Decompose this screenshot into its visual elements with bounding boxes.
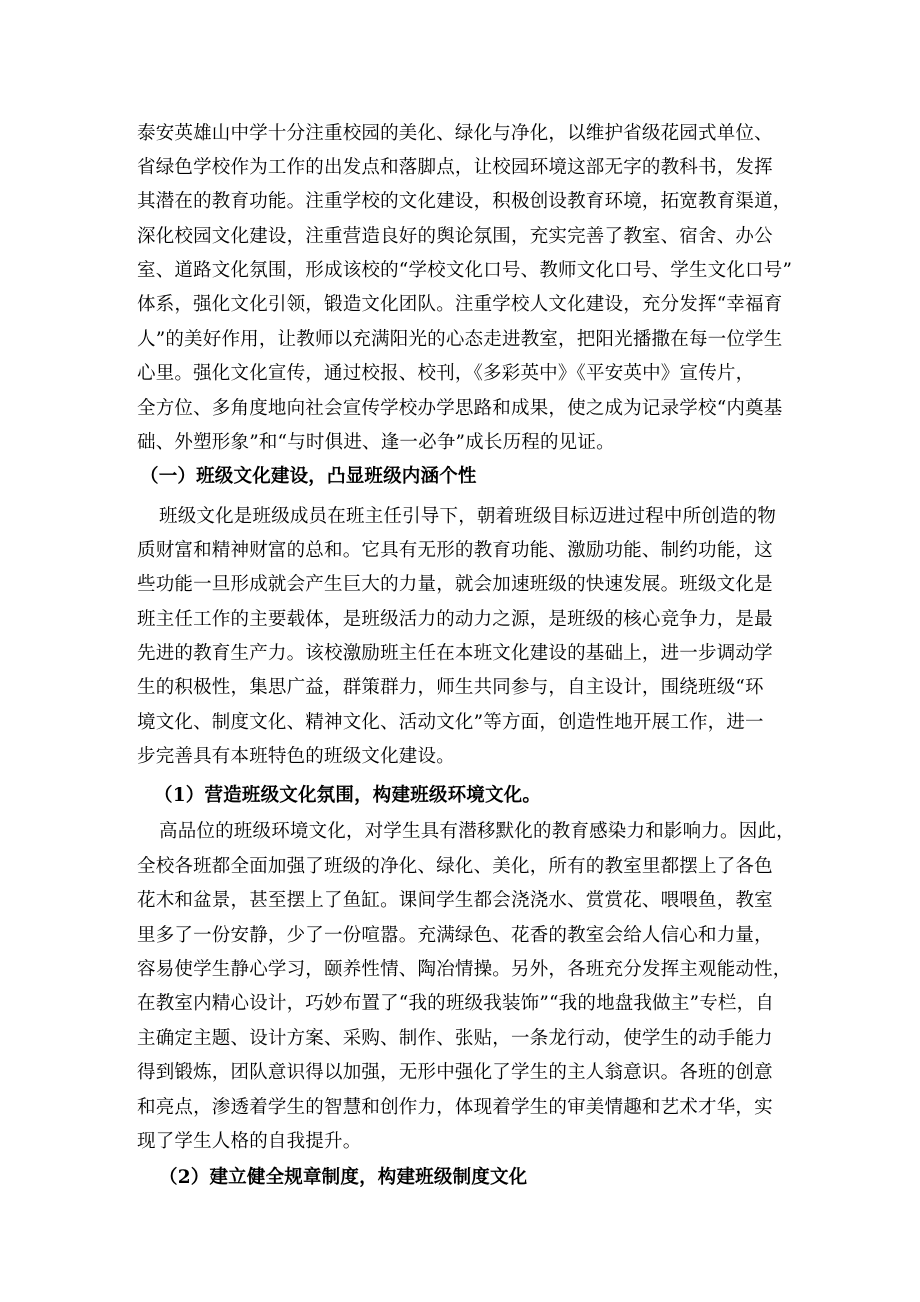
subsection-heading: （2）建立健全规章制度，构建班级制度文化 [159,1167,528,1188]
text-line: 班主任工作的主要载体，是班级活力的动力之源，是班级的核心竞争力，是最 [137,609,773,630]
text-line: 高品位的班级环境文化，对学生具有潜移默化的教育感染力和影响力。因此， [159,821,795,842]
text-line: 和亮点，渗透着学生的智慧和创作力，体现着学生的审美情趣和艺术才华，实 [137,1097,773,1118]
text-line: 主确定主题、设计方案、采购、制作、张贴，一条龙行动，使学生的动手能力 [137,1028,773,1049]
text-line: 里多了一份安静，少了一份喧嚣。充满绿色、花香的教室会给人信心和力量， [137,925,773,946]
text-line: 现了学生人格的自我提升。 [137,1131,362,1152]
text-line: 泰安英雄山中学十分注重校园的美化、绿化与净化，以维护省级花园式单位、 [137,123,773,144]
text-line: 全校各班都全面加强了班级的净化、绿化、美化，所有的教室里都摆上了各色 [137,856,773,877]
text-line: 班级文化是班级成员在班主任引导下，朝着班级目标迈进过程中所创造的物 [159,506,777,527]
text-line: 质财富和精神财富的总和。它具有无形的教育功能、激励功能、制约功能，这 [137,540,773,561]
text-line: 步完善具有本班特色的班级文化建设。 [137,746,455,767]
text-line: 心里。强化文化宣传，通过校报、校刊，《多彩英中》《平安英中》宣传片， [137,363,755,384]
text-line: 些功能一旦形成就会产生巨大的力量，就会加速班级的快速发展。班级文化是 [137,574,773,595]
text-line: 得到锻炼，团队意识得以加强，无形中强化了学生的主人翁意识。各班的创意 [137,1062,773,1083]
text-line: 全方位、多角度地向社会宣传学校办学思路和成果，使之成为记录学校“内奠基 [137,398,783,419]
text-line: 深化校园文化建设，注重营造良好的舆论氛围，充实完善了教室、宿舍、办公 [137,226,773,247]
text-line: 室、道路文化氛围，形成该校的“学校文化口号、教师文化口号、学生文化口号” [137,260,793,281]
text-line: 人”的美好作用，让教师以充满阳光的心态走进教室，把阳光播撒在每一位学生 [137,329,783,350]
text-line: 省绿色学校作为工作的出发点和落脚点，让校园环境这部无字的教科书，发挥 [137,157,773,178]
text-line: 础、外塑形象”和“与时俱进、逢一必争”成长历程的见证。 [137,432,615,453]
text-line: 容易使学生静心学习，颐养性情、陶冶情操。另外，各班充分发挥主观能动性， [137,959,792,980]
text-line: 先进的教育生产力。该校激励班主任在本班文化建设的基础上，进一步调动学 [137,643,773,664]
text-line: 体系，强化文化引领，锻造文化团队。注重学校人文化建设，充分发挥“幸福育 [137,294,783,315]
text-line: 境文化、制度文化、精神文化、活动文化”等方面，创造性地开展工作，进一 [137,712,764,733]
text-line: 其潜在的教育功能。注重学校的文化建设，积极创设教育环境，拓宽教育渠道， [137,191,792,212]
subsection-heading: （1）营造班级文化氛围，构建班级环境文化。 [154,785,542,806]
text-line: 生的积极性，集思广益，群策群力，师生共同参与，自主设计，围绕班级“环 [137,677,764,698]
text-line: 在教室内精心设计，巧妙布置了“我的班级我装饰”“我的地盘我做主”专栏，自 [137,993,775,1014]
section-heading: （一）班级文化建设，凸显班级内涵个性 [140,466,477,487]
text-line: 花木和盆景，甚至摆上了鱼缸。课间学生都会浇浇水、赏赏花、喂喂鱼，教室 [137,890,773,911]
